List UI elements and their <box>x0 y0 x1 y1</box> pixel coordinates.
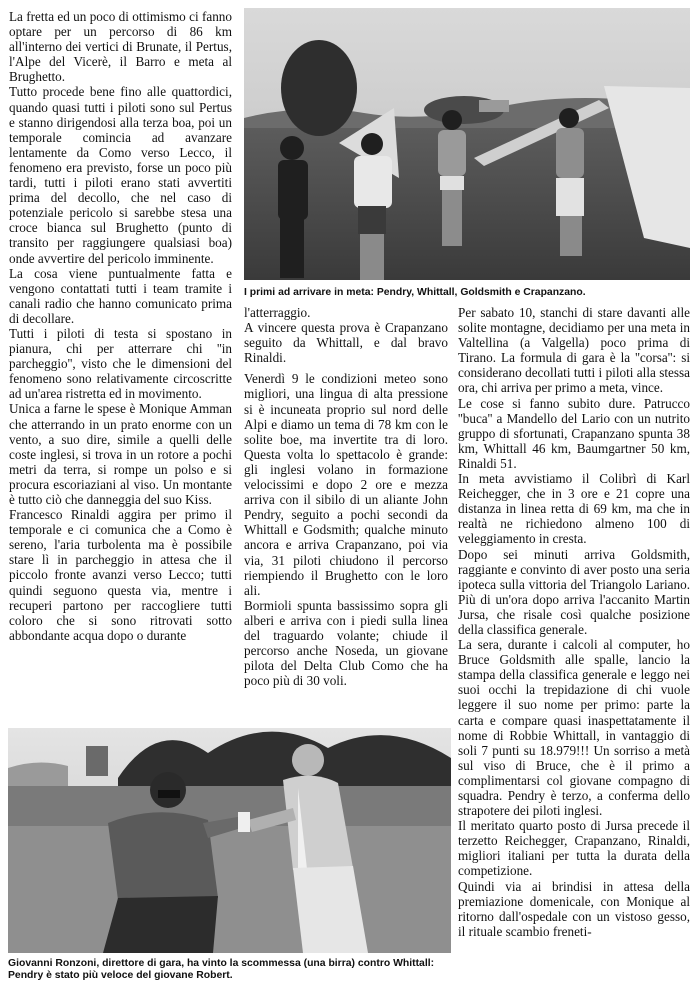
photo-caption-top: I primi ad arrivare in meta: Pendry, Whittall, Goldsmith e Crapanzano. <box>244 287 586 298</box>
paragraph: Tutti i piloti di testa si spostano in pianura, chi per atterrare chi ''in parcheggio'', visto che le dimensioni del fenomeno sono relativamente circoscritte ad un'area ristretta ed in movimento. <box>9 325 232 402</box>
paragraph: Bormioli spunta bassissimo sopra gli alberi e arriva con i piedi sulla linea del traguardo volante; chiude il percorso anche Noseda, un giovane pilota del Delta Club Como che ha poco più di 30 voli. <box>244 597 448 689</box>
paragraph: Per sabato 10, stanchi di stare davanti alle solite montagne, decidiamo per una meta in Valtellina (a Valgella) poco prima di Tirano. La formula di gara è la ''corsa'': si considerano decollati tutti i piloti alla stessa ora, chi arriva per primo a meta, vince. <box>458 305 690 396</box>
paragraph: La sera, durante i calcoli al computer, ho Bruce Goldsmith alle spalle, lancio la stampa della classifica generale e leggo nei suoi occhi la trepidazione di chi vuole leggere il suo nome per primo: parte la carta e compare quasi inaspettatamente il nome di Robbie Whittall, in vantaggio di soli 7 punti su 18.979!!! Un sorriso a metà sul viso di Bruce, che è il primo a complimentarsi col giovane compagno di squadra. Pendry è terzo, a conferma dello strapotere dei piloti inglesi. <box>458 637 690 819</box>
paragraph: Le cose si fanno subito dure. Patrucco ''buca'' a Mandello del Lario con un nutrito gruppo di sfortunati, Crapanzano spunta 38 km, Whittall 46 km, Baumgartner 50 km, Rinaldi 51. <box>458 395 690 471</box>
photo-pilots-arrival-image <box>244 8 690 280</box>
paragraph: Venerdì 9 le condizioni meteo sono migliori, una lingua di alta pressione si è incuneata proprio sul nord delle Alpi e diamo un tema di 78 km con le solite boe, ma invertite tra di loro. Questa volta lo spettacolo è grande: gli inglesi volano in formazione velocissimi e dopo 2 ore e mezza arriva con il sibilo di un aliante John Pendry, seguito a pochi secondi da Whittall e Godsmith; qualche minuto ancora e arriva Crapanzano, poi via via, 31 piloti chiudono il percorso riempiendo il Brughetto con le loro ali. <box>244 371 448 598</box>
paragraph: Il meritato quarto posto di Jursa precede il terzetto Reichegger, Crapanzano, Rinaldi, migliori italiani per tutta la durata della competizione. <box>458 818 690 879</box>
paragraph: Quindi via ai brindisi in attesa della premiazione domenicale, con Monique al ritorno dall'ospedale con un vistoso gesso, il rituale scambio freneti- <box>458 878 690 939</box>
paragraph: Dopo sei minuti arriva Goldsmith, raggiante e convinto di aver posto una seria ipoteca sulla vittoria del Triangolo Lariano. Più di un'ora dopo arriva l'accanito Martin Jursa, che risale così qualche posizione della classifica generale. <box>458 546 690 637</box>
paragraph: l'atterraggio. <box>244 305 311 320</box>
paragraph: La cosa viene puntualmente fatta e vengono contattati tutti i team tramite i canali radio che hanno comunicato prima di decollare. <box>9 265 232 326</box>
paragraph: La fretta ed un poco di ottimismo ci fanno optare per un percorso di 86 km all'interno dei vertici di Brunate, il Pertus, l'Alpe del Vicerè, il Barro e meta al Brughetto. <box>9 9 232 85</box>
paragraph: Francesco Rinaldi aggira per primo il temporale e ci comunica che a Como è sereno, l'aria turbolenta ma è possibile stare lì in parcheggio in attesa che il piccolo fronte avanzi verso Lecco; tutti quindi seguono questa via, mentre i recuperi partono per raccogliere tutti coloro che si sono ritrovati sotto abbondante acqua dopo o durante <box>9 507 232 643</box>
paragraph: A vincere questa prova è Crapanzano seguito da Whittall, e dal bravo Rinaldi. <box>244 320 448 366</box>
paragraph: Tutto procede bene fino alle quattordici, quando quasi tutti i piloti sono sul Pertus e stanno dirigendosi alla terza boa, poi un temporale comincia ad avanzare lentamente da Como verso Lecco, il fenomeno era previsto, forse un poco più tardi, tutti i piloti erano stati avvertiti prima del decollo, che nel caso di potenziale pericolo si sarebbe stesa una croce bianca sul Brughetto (punto di transito per raggiungere qualsiasi boa) onde avvertire del pericolo imminente. <box>9 84 232 266</box>
article-column-2 <box>244 305 448 688</box>
paragraph: Unica a farne le spese è Monique Amman che atterrando in un prato enorme con un vento, a suo dire, simile a quelli delle coste inglesi, si trova in un rotore a pochi metri da terra, si rompe un polso e si procura escoriaziani al viso. Un montante è tutto ciò che danneggia del suo Kiss. <box>9 401 232 507</box>
photo-ronzoni-toast-image <box>8 728 451 953</box>
photo-ronzoni-toast <box>8 728 451 953</box>
article-column-1 <box>9 9 232 643</box>
paragraph: In meta avvistiamo il Colibrì di Karl Reichegger, che in 3 ore e 21 copre una distanza in linea retta di 69 km, ma che in realtà ne richiedono almeno 100 di veleggiamento in cresta. <box>458 471 690 547</box>
photo-caption-bottom: Giovanni Ronzoni, direttore di gara, ha vinto la scommessa (una birra) contro Whittall: Pendry è stato più veloce del giovane Robert. <box>8 958 435 982</box>
article-column-3 <box>458 305 690 939</box>
photo-pilots-arrival <box>244 8 690 280</box>
